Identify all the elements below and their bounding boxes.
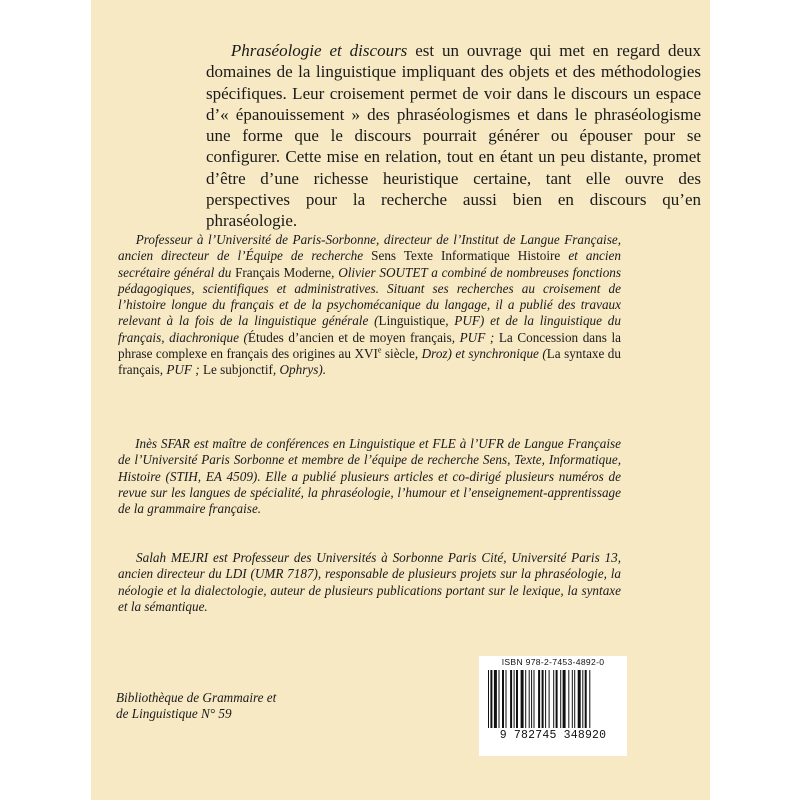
isbn-label: ISBN 978-2-7453-4892-0 xyxy=(501,657,605,667)
series-label xyxy=(116,690,376,722)
bio-soutet-part: , Ophrys). xyxy=(272,362,327,378)
bio-soutet-part: siècle xyxy=(381,346,415,362)
author-bio-mejri xyxy=(118,550,621,615)
bio-soutet-part: Français Moderne xyxy=(235,264,332,280)
bio-soutet-part: Études d’ancien et de moyen français xyxy=(247,329,452,345)
bio-soutet-part: , PUF ; xyxy=(451,329,499,345)
bio-soutet-part: , PUF ; xyxy=(159,362,203,378)
bio-soutet-part: La Concession dans la phrase complexe en français des origines au XVI xyxy=(118,329,621,362)
bio-soutet-part: , Olivier SOUTET a combiné de nombreuses fonctions pédagogiques, scientifiques et administratives. Situant ses recherches au croisement de l’histoire longue du français et de la psychomécanique du langage, il a publié des travaux relevant à la fois de la linguistique générale ( xyxy=(118,264,622,329)
blurb-text: est un ouvrage qui met en regard deux domaines de la linguistique impliquant des objets et des méthodologies spécifiques. Leur croisement permet de voir dans le discours un espace d’« épanouissement » des phraséologismes et dans le phraséologisme une forme que le discours pourrait générer ou épouser pour se configurer. Cette mise en relation, tout en étant un peu distante, promet d’être d’une richesse heuristique certaine, tant elle ouvre des perspectives pour la recherche aussi bien en discours qu’en phraséologie. xyxy=(206,41,701,231)
bio-soutet-part: Linguistique xyxy=(378,313,446,329)
bio-mejri-text: Salah MEJRI est Professeur des Universités à Sorbonne Paris Cité, Université Paris 13, ancien directeur du LDI (UMR 7187), responsable de plusieurs projets sur la phraséologie, la néologie et la dialectologie, auteur de plusieurs publications portant sur le lexique, la syntaxe et la sémantique. xyxy=(118,550,622,614)
bio-soutet-part: , Droz) et synchronique ( xyxy=(414,346,547,362)
bio-soutet-part: et ancien secrétaire général du xyxy=(118,248,621,280)
bio-soutet-part: Sens Texte Informatique Histoire xyxy=(371,248,561,264)
isbn-barcode-block xyxy=(479,656,627,756)
author-bio-sfar xyxy=(118,436,621,517)
book-back-cover xyxy=(91,0,710,800)
barcode-digits: 9 782745 348920 xyxy=(499,729,607,742)
bio-soutet-part: , PUF) et de la linguistique du français, diachronique ( xyxy=(118,313,621,345)
bio-soutet-part: Le subjonctif xyxy=(202,362,273,378)
bio-soutet-part: Professeur à l’Université de Paris-Sorbonne, directeur de l’Institut de Langue Française, ancien directeur de l’Équipe de recherche xyxy=(118,232,621,264)
book-title-italic: Phraséologie et discours xyxy=(230,41,408,60)
author-bio-soutet xyxy=(118,232,621,379)
bio-soutet-part: e xyxy=(377,345,382,355)
series-line-2: de Linguistique N° 59 xyxy=(116,706,232,721)
bio-soutet-part: La syntaxe du français xyxy=(118,346,621,378)
barcode-icon xyxy=(488,670,618,730)
bio-sfar-text: Inès SFAR est maître de conférences en Linguistique et FLE à l’UFR de Langue Française de l’Université Paris Sorbonne et membre de l’équipe de recherche Sens, Texte, Informatique, Histoire (STIH, EA 4509). Elle a publié plusieurs articles et co-dirigé plusieurs numéros de revue sur les langues de spécialité, la phraséologie, l’humour et l’enseignement-apprentissage de la grammaire française. xyxy=(118,436,622,517)
book-blurb xyxy=(206,40,701,232)
series-line-1: Bibliothèque de Grammaire et xyxy=(116,690,277,705)
